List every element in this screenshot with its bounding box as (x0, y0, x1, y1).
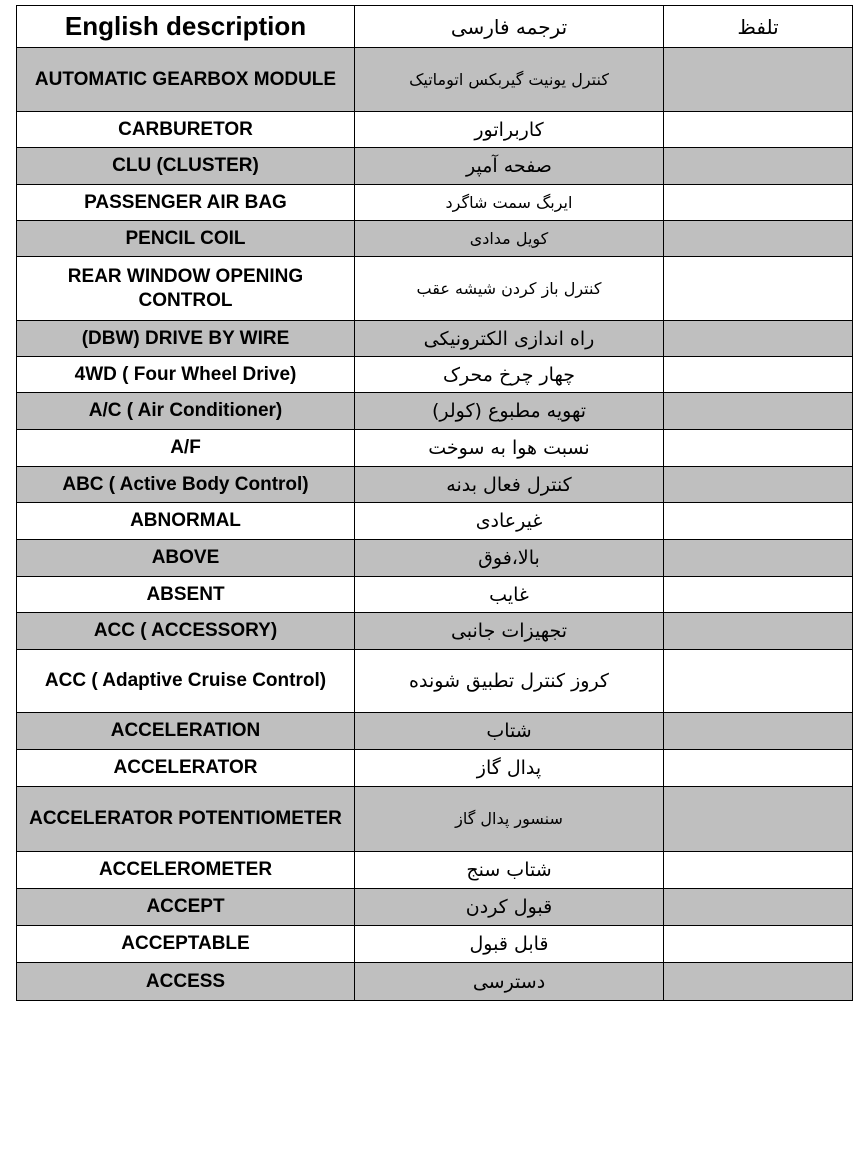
pronunciation-cell (664, 889, 853, 926)
english-term: ACCELERATOR (17, 750, 355, 787)
persian-translation: کنترل فعال بدنه (355, 467, 664, 503)
persian-translation: شتاب سنج (355, 852, 664, 889)
glossary-table (16, 5, 853, 1001)
english-term: CARBURETOR (17, 112, 355, 148)
pronunciation-cell (664, 963, 853, 1001)
persian-translation: قبول کردن (355, 889, 664, 926)
pronunciation-cell (664, 713, 853, 750)
header-pronunciation: تلفظ (664, 6, 853, 48)
persian-translation: کروز کنترل تطبیق شونده (355, 650, 664, 713)
english-term: ABOVE (17, 540, 355, 577)
table-row (17, 613, 853, 650)
table-row (17, 357, 853, 393)
persian-translation: چهار چرخ محرک (355, 357, 664, 393)
table-row (17, 467, 853, 503)
pronunciation-cell (664, 393, 853, 430)
table-row (17, 321, 853, 357)
pronunciation-cell (664, 257, 853, 321)
persian-translation: کویل مدادی (355, 221, 664, 257)
pronunciation-cell (664, 750, 853, 787)
persian-translation: نسبت هوا به سوخت (355, 430, 664, 467)
english-term: ACCELERATION (17, 713, 355, 750)
header-english: English description (17, 6, 355, 48)
pronunciation-cell (664, 467, 853, 503)
english-term: ACC ( Adaptive Cruise Control) (17, 650, 355, 713)
pronunciation-cell (664, 540, 853, 577)
persian-translation: شتاب (355, 713, 664, 750)
table-row (17, 926, 853, 963)
english-term: ACCELERATOR POTENTIOMETER (17, 787, 355, 852)
pronunciation-cell (664, 48, 853, 112)
persian-translation: غیرعادی (355, 503, 664, 540)
table-row (17, 257, 853, 321)
persian-translation: ایربگ سمت شاگرد (355, 185, 664, 221)
header-persian: ترجمه فارسی (355, 6, 664, 48)
persian-translation: سنسور پدال گاز (355, 787, 664, 852)
table-row (17, 889, 853, 926)
english-term: PENCIL COIL (17, 221, 355, 257)
english-term: ABC ( Active Body Control) (17, 467, 355, 503)
english-term: ACCELEROMETER (17, 852, 355, 889)
table-row (17, 185, 853, 221)
english-term: ACC ( ACCESSORY) (17, 613, 355, 650)
english-term: (DBW) DRIVE BY WIRE (17, 321, 355, 357)
table-row (17, 713, 853, 750)
table-row (17, 430, 853, 467)
pronunciation-cell (664, 926, 853, 963)
table-row (17, 48, 853, 112)
table-row (17, 963, 853, 1001)
persian-translation: دسترسی (355, 963, 664, 1001)
english-term: A/C ( Air Conditioner) (17, 393, 355, 430)
pronunciation-cell (664, 787, 853, 852)
pronunciation-cell (664, 613, 853, 650)
english-term: REAR WINDOW OPENING CONTROL (17, 257, 355, 321)
pronunciation-cell (664, 650, 853, 713)
table-row (17, 393, 853, 430)
persian-translation: راه اندازی الکترونیکی (355, 321, 664, 357)
pronunciation-cell (664, 577, 853, 613)
english-term: AUTOMATIC GEARBOX MODULE (17, 48, 355, 112)
table-row (17, 503, 853, 540)
table-row (17, 577, 853, 613)
table-row (17, 540, 853, 577)
persian-translation: کاربراتور (355, 112, 664, 148)
table-row (17, 221, 853, 257)
pronunciation-cell (664, 357, 853, 393)
table-row (17, 112, 853, 148)
english-term: ACCESS (17, 963, 355, 1001)
english-term: ACCEPTABLE (17, 926, 355, 963)
english-term: CLU (CLUSTER) (17, 148, 355, 185)
english-term: ACCEPT (17, 889, 355, 926)
persian-translation: کنترل باز کردن شیشه عقب (355, 257, 664, 321)
persian-translation: کنترل یونیت گیربکس اتوماتیک (355, 48, 664, 112)
persian-translation: پدال گاز (355, 750, 664, 787)
table-row (17, 787, 853, 852)
english-term: ABNORMAL (17, 503, 355, 540)
persian-translation: قابل قبول (355, 926, 664, 963)
pronunciation-cell (664, 852, 853, 889)
persian-translation: غایب (355, 577, 664, 613)
persian-translation: تجهیزات جانبی (355, 613, 664, 650)
pronunciation-cell (664, 430, 853, 467)
persian-translation: تهویه مطبوع (کولر) (355, 393, 664, 430)
pronunciation-cell (664, 503, 853, 540)
pronunciation-cell (664, 148, 853, 185)
persian-translation: بالا،فوق (355, 540, 664, 577)
table-row (17, 650, 853, 713)
pronunciation-cell (664, 185, 853, 221)
header-row (17, 6, 853, 48)
pronunciation-cell (664, 112, 853, 148)
english-term: 4WD ( Four Wheel Drive) (17, 357, 355, 393)
persian-translation: صفحه آمپر (355, 148, 664, 185)
table-row (17, 852, 853, 889)
table-row (17, 148, 853, 185)
english-term: PASSENGER AIR BAG (17, 185, 355, 221)
english-term: ABSENT (17, 577, 355, 613)
english-term: A/F (17, 430, 355, 467)
table-row (17, 750, 853, 787)
pronunciation-cell (664, 221, 853, 257)
pronunciation-cell (664, 321, 853, 357)
